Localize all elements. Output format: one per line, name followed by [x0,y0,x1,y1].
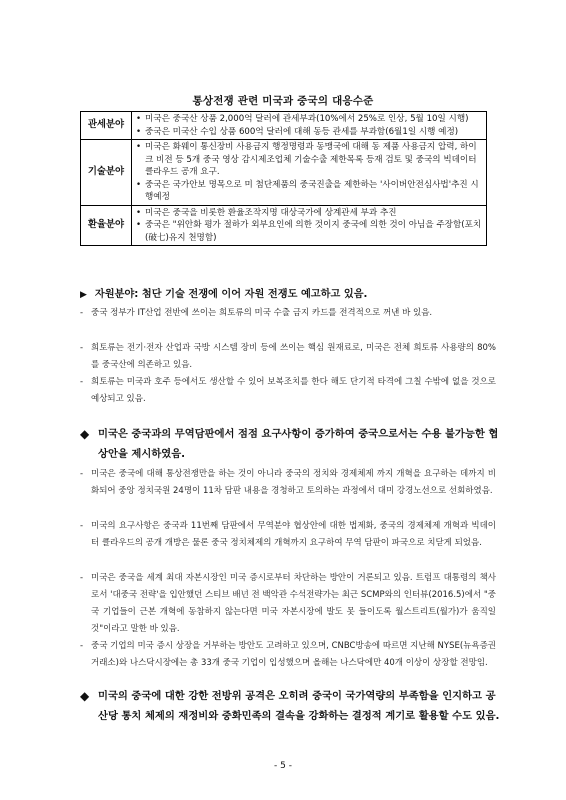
list-item-text: 미국은 중국에 대해 통상전쟁만을 하는 것이 아니라 중국의 정치와 경제체제 까지 개혁을 요구하는 데까지 비화되어 중앙 정치국원 24명이 11차 담판 내용을 경청하고 토의하는 과정에서 대미 강경노선으로 선회하였음. [91,469,496,496]
table-bullet: • 미국은 중국을 비롯한 환율조작지명 대상국가에 상계관세 부과 추진 [135,207,482,220]
list-item-text: 미국의 요구사항은 중국과 11번째 담판에서 무역분야 협상안에 대한 법제화, 중국의 경제체제 개혁과 빅데이터 클라우드의 공개 개방은 물론 중국 정치체제의 개혁까지 요구하여 무역 담판이 파국으로 치닫게 되었음. [91,521,496,548]
dash-marker: - [80,469,84,479]
category-label: 관세분야 [81,112,132,140]
dash-marker: - [80,308,84,318]
section-heading-text: 미국은 중국과의 무역담판에서 점점 요구사항이 증가하여 중국으로서는 수용 불가능한 협상안을 제시하였음. [98,428,499,460]
list-item [80,638,496,672]
list-item [80,466,496,500]
table-row-tariff [81,112,487,140]
category-label: 기술분야 [81,140,132,206]
table-bullet: • 중국은 국가안보 명목으로 미 첨단제품의 중국진출을 제한하는 '사이버안전심사법'추진 시행예정 [135,179,482,204]
list-item [80,305,496,322]
section-heading-text: 자원분야: 첨단 기술 전쟁에 이어 자원 전쟁도 예고하고 있음. [94,289,368,300]
list-item-text: 중국 기업의 미국 증시 상장을 거부하는 방안도 고려하고 있으며, CNBC방송에 따르면 지난해 NYSE(뉴욕증권거래소)와 나스닥시장에는 총 33개 중국 기업이 입성했으며 올해는 나스닥에만 40개 이상이 상장할 전망임. [91,641,496,668]
table-bullet: • 미국은 화웨이 통신장비 사용금지 행정명령과 동맹국에 대해 동 제품 사용금지 압력, 하이크 비전 등 5개 중국 영상 감시제조업체 기술수출 제한목록 등재 검토 및 중국의 빅데이터 클라우드 공개 요구. [135,141,482,179]
dash-marker: - [80,573,84,583]
dash-marker: - [80,343,84,353]
list-item [80,374,496,408]
list-item-text: 희토류는 미국과 호주 등에서도 생산할 수 있어 보복조치를 한다 해도 단기적 타격에 그칠 수밖에 없을 것으로 예상되고 있음. [91,377,496,404]
list-item-text: 중국 정부가 IT산업 전반에 쓰이는 희토류의 미국 수출 금지 카드를 전격적으로 꺼낸 바 있음. [91,308,433,318]
list-item-text: 희토류는 전기·전자 산업과 국방 시스템 장비 등에 쓰이는 핵심 원재료로, 미국은 전체 희토류 사용량의 80%를 중국산에 의존하고 있음. [91,343,496,370]
dash-marker: - [80,521,84,531]
table-bullet: • 중국은 미국산 수입 상품 600억 달러에 대해 동등 관세를 부과함(6월1일 시행 예정) [135,126,482,139]
list-item [80,570,496,638]
section-heading-strategy [80,686,500,726]
table-row-technology [81,140,487,206]
category-description [132,140,487,206]
policy-response-table [80,111,487,246]
section-heading-negotiation [80,424,500,464]
dash-marker: - [80,641,84,651]
table-title: 통상전쟁 관련 미국과 중국의 대응수준 [192,95,374,107]
table-bullet: • 중국은 "위안화 평가 절하가 외부요인에 의한 것이지 중국에 의한 것이 아님을 주장함(포치(破七)유지 천명함) [135,219,482,244]
table-bullet: • 미국은 중국산 상품 2,000억 달러에 관세부과(10%에서 25%로 인상, 5월 10일 시행) [135,113,482,126]
diamond-marker-icon: ◆ [80,427,90,441]
dash-marker: - [80,377,84,387]
section-heading-resources [80,285,500,300]
category-description [132,205,487,246]
diamond-marker-icon: ◆ [80,689,90,703]
triangle-marker-icon: ▶ [80,290,87,300]
table-row-currency [81,205,487,246]
category-label: 환율분야 [81,205,132,246]
category-description [132,112,487,140]
page-number: - 5 - [274,761,292,771]
list-item-text: 미국은 중국을 세계 최대 자본시장인 미국 증시로부터 차단하는 방안이 거론되고 있음. 트럼프 대통령의 책사로서 '대중국 전략'을 입안했던 스티브 배넌 전 백악관 수석전략가는 최근 SCMP와의 인터뷰(2016.5)에서 "중국 기업들이 근본 개혁에 동참하지 않는다면 미국 자본시장에 발도 못 들이도록 월스트리트(월가)가 움직일 것"이라고 말한 바 있음. [91,573,496,634]
section-heading-text: 미국의 중국에 대한 강한 전방위 공격은 오히려 중국이 국가역량의 부족함을 인지하고 공산당 통치 체제의 재정비와 중화민족의 결속을 강화하는 결정적 계기로 활용할 수도 있음. [98,690,500,722]
list-item [80,518,496,552]
list-item [80,340,496,374]
